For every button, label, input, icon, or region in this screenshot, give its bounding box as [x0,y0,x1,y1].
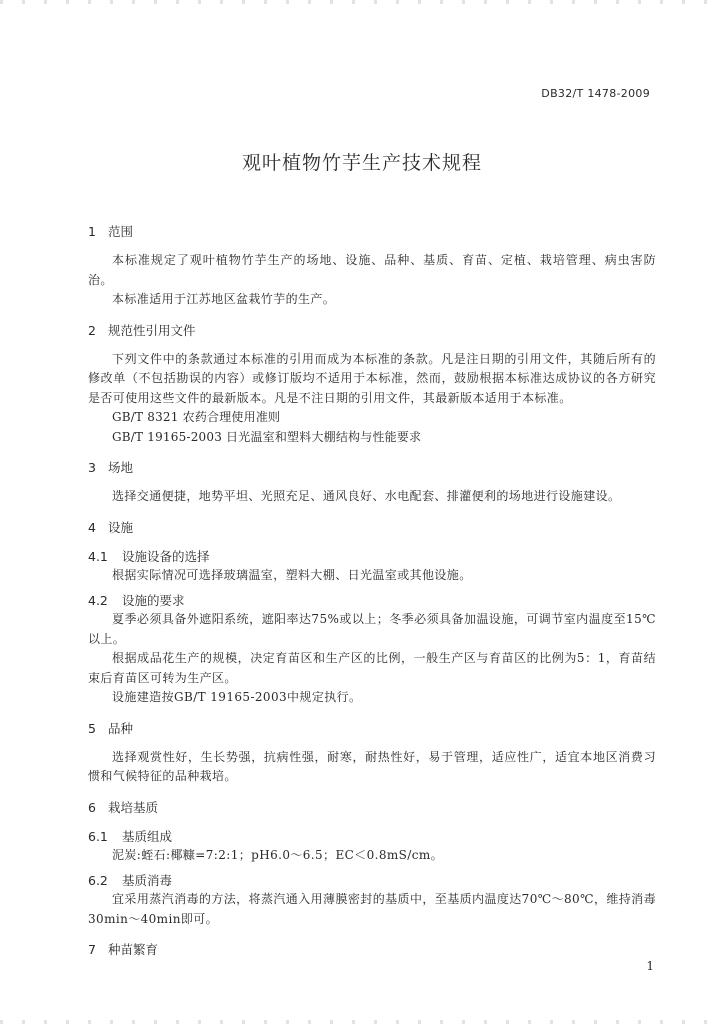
section-5-heading [88,719,656,739]
section-number: 2 [88,322,96,338]
paragraph: 根据成品花生产的规模，决定育苗区和生产区的比例，一般生产区与育苗区的比例为5：1，育苗结束后育苗区可转为生产区。 [88,651,656,685]
section-number: 7 [88,942,96,957]
subsection-number: 6.2 [88,873,108,888]
paragraph: 根据实际情况可选择玻璃温室，塑料大棚、日光温室或其他设施。 [112,567,472,582]
section-7-heading [88,940,656,960]
section-title: 设施 [108,519,134,535]
section-title: 场地 [108,460,134,475]
paragraph: 夏季必须具备外遮阳系统，遮阳率达75%或以上；冬季必须具备加温设施，可调节室内温度至15℃以上。 [88,612,656,646]
paragraph: 选择观赏性好，生长势强，抗病性强，耐寒，耐热性好，易于管理，适应性广，适宜本地区消费习惯和气候特征的品种栽培。 [88,749,656,783]
page-number: 1 [646,959,654,973]
section-number: 4 [88,519,96,535]
section-title: 种苗繁育 [108,942,159,957]
subsection-number: 4.1 [88,548,108,564]
reference-item: GB/T 8321 农药合理使用准则 [112,410,281,424]
paragraph: 本标准适用于江苏地区盆栽竹芋的生产。 [112,292,336,306]
subsection-4-2-heading [88,591,656,610]
subsection-title: 基质组成 [122,828,173,844]
document-body [88,222,656,969]
subsection-title: 设施设备的选择 [122,548,210,564]
scan-edge-bottom [0,1020,724,1024]
document-title: 观叶植物竹芋生产技术规程 [241,152,482,174]
subsection-number: 6.1 [88,828,108,844]
subsection-6-2-heading [88,871,656,890]
paragraph: 下列文件中的条款通过本标准的引用而成为本标准的条款。凡是注日期的引用文件，其随后所有的修改单（不包括勘误的内容）或修订版均不适用于本标准，然而，鼓励根据本标准达成协议的各方研究是否可使用这些文件的最新版本。凡是不注日期的引用文件，其最新版本适用于本标准。 [88,351,656,405]
reference-item: GB/T 19165-2003 日光温室和塑料大棚结构与性能要求 [112,429,422,444]
section-title: 品种 [108,720,134,736]
subsection-title: 基质消毒 [122,873,173,888]
paragraph: 设施建造按GB/T 19165-2003中规定执行。 [112,690,362,704]
section-3-heading [88,458,656,478]
scan-edge-top [0,0,724,4]
paragraph: 本标准规定了观叶植物竹芋生产的场地、设施、品种、基质、育苗、定植、栽培管理、病虫害防治。 [88,253,656,287]
standard-code: DB32/T 1478-2009 [541,87,650,100]
section-title: 栽培基质 [108,799,159,815]
section-number: 1 [88,224,96,239]
section-1-heading [88,222,656,242]
section-title: 范围 [108,224,134,239]
subsection-title: 设施的要求 [122,593,185,608]
paragraph: 宜采用蒸汽消毒的方法，将蒸汽通入用薄膜密封的基质中，至基质内温度达70℃～80℃，维持消毒30min～40min即可。 [88,892,656,926]
subsection-number: 4.2 [88,593,108,608]
section-number: 3 [88,460,96,475]
section-number: 5 [88,720,96,736]
paragraph: 选择交通便捷，地势平坦、光照充足、通风良好、水电配套、排灌便利的场地进行设施建设。 [112,489,621,503]
section-title: 规范性引用文件 [108,322,196,338]
subsection-6-1-heading [88,827,656,846]
section-number: 6 [88,799,96,815]
subsection-4-1-heading [88,547,656,566]
section-4-heading [88,518,656,538]
section-2-heading [88,321,656,341]
paragraph: 泥炭:蛭石:椰糠=7:2:1；pH6.0～6.5；EC＜0.8mS/cm。 [112,847,444,862]
section-6-heading [88,798,656,818]
